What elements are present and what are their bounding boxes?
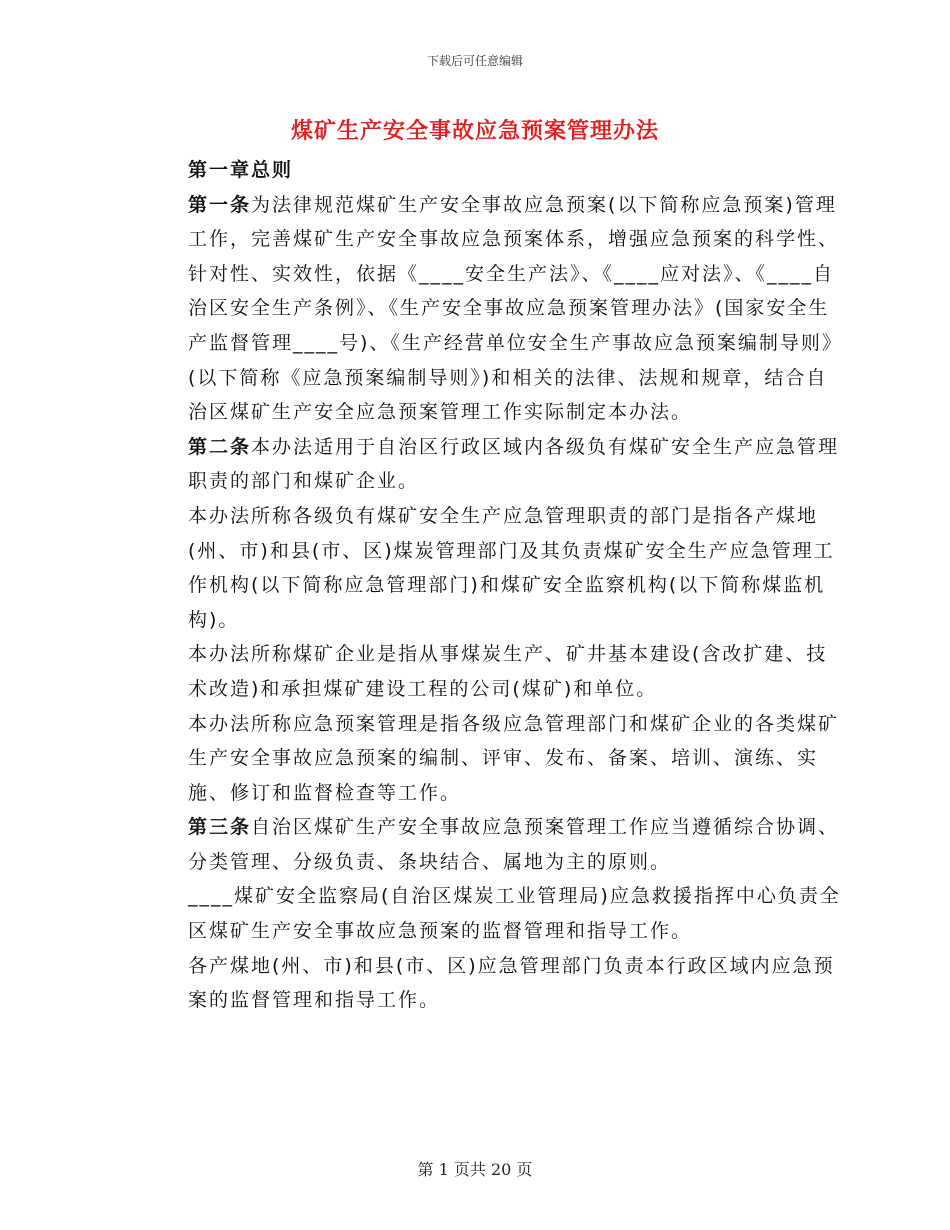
paragraph: 本办法所称煤矿企业是指从事煤炭生产、矿井基本建设(含改扩建、技术改造)和承担煤矿建设工程的公司(煤矿)和单位。	[188, 643, 828, 700]
document-title: 煤矿生产安全事故应急预案管理办法	[290, 119, 659, 144]
article-label: 第三条	[188, 816, 252, 839]
article-label: 第二条	[188, 435, 252, 458]
paragraph: 各产煤地(州、市)和县(市、区)应急管理部门负责本行政区域内应急预案的监督管理和指导工作。	[188, 954, 835, 1012]
article-3	[142, 810, 842, 879]
article-label: 第一条	[188, 193, 252, 216]
article-text: 为法律规范煤矿生产安全事故应急预案(以下简称应急预案)管理工作，完善煤矿生产安全事故应急预案体系，增强应急预案的科学性、针对性、实效性，依据《____安全生产法》、《____应对法》、《____自治区安全生产条例》、《生产安全事故应急预案管理办法》(国家安全生产监督管理____号)、《生产经营单位安全生产事故应急预案编制导则》(以下简称《应急预案编制导则》)和相关的法律、法规和规章，结合自治区煤矿生产安全应急预案管理工作实际制定本办法。	[188, 193, 840, 424]
article-text: 本办法适用于自治区行政区域内各级负有煤矿安全生产应急管理职责的部门和煤矿企业。	[188, 435, 840, 493]
article-text: 自治区煤矿生产安全事故应急预案管理工作应当遵循综合协调、分类管理、分级负责、条块结合、属地为主的原则。	[188, 816, 840, 873]
document-body	[142, 153, 842, 1018]
article-2	[142, 430, 842, 499]
article-1	[142, 188, 842, 430]
page-header-note: 下载后可任意编辑	[426, 54, 523, 68]
chapter-heading: 第一章总则	[188, 159, 294, 181]
paragraph: 本办法所称应急预案管理是指各级应急管理部门和煤矿企业的各类煤矿生产安全事故应急预案的编制、评审、发布、备案、培训、演练、实施、修订和监督检查等工作。	[188, 712, 840, 804]
paragraph: ____煤矿安全监察局(自治区煤炭工业管理局)应急救援指挥中心负责全区煤矿生产安全事故应急预案的监督管理和指导工作。	[188, 885, 841, 943]
paragraph: 本办法所称各级负有煤矿安全生产应急管理职责的部门是指各产煤地(州、市)和县(市、区)煤炭管理部门及其负责煤矿安全生产应急管理工作机构(以下简称应急管理部门)和煤矿安全监察机构(以下简称煤监机构)。	[188, 504, 835, 631]
page-footer: 第 1 页共 20 页	[417, 1160, 533, 1179]
